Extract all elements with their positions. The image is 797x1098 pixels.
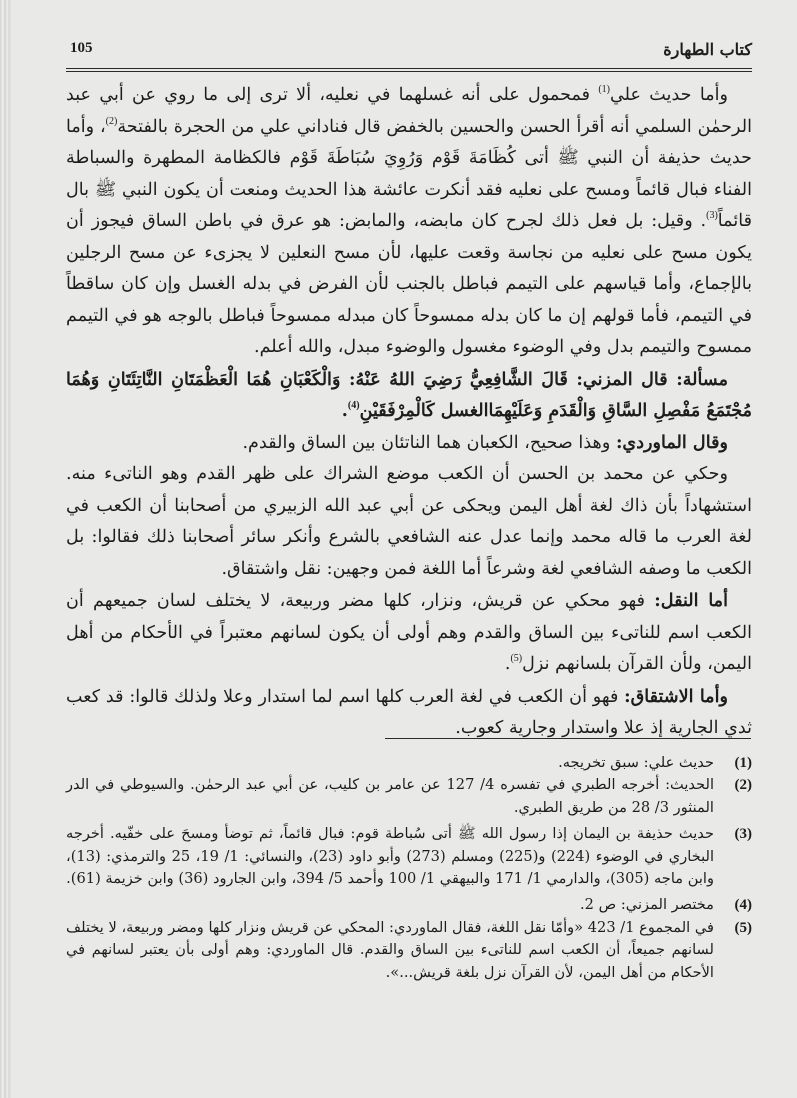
- footnote-ref-5[interactable]: (5): [510, 653, 523, 664]
- footnote-3: [66, 823, 752, 890]
- mawardi-lead: وقال الماوردي:: [615, 431, 728, 453]
- running-title: كتاب الطهارة: [663, 40, 752, 59]
- footnotes: [66, 752, 752, 984]
- footnote-ref-2[interactable]: (2): [105, 115, 118, 127]
- book-page-edge: [0, 0, 14, 1098]
- footnote-number: (5): [734, 919, 752, 936]
- masala-quote: قَالَ الشَّافِعِيُّ رَضِيَ اللهُ عَنْهُ: وَالْكَعْبَانِ هُمَا الْعَظْمَتَانِ النَّاتِئَتَانِ وَهُمَا مُجْتَمَعُ مَفْصِلِ السَّاقِ وَالْقَدَمِ وَعَلَيْهِمَاالغسل كَالْمِرْفَقَيْنِ: [66, 368, 752, 421]
- footnote-ref-1[interactable]: (1): [598, 84, 610, 95]
- book-page: [66, 38, 752, 745]
- body-text: [66, 80, 752, 745]
- paragraph-mawardi: وقال الماوردي: وهذا صحيح، الكعبان هما الناتئان بين الساق والقدم.: [242, 431, 728, 453]
- footnote-ref-4[interactable]: (4): [347, 400, 360, 411]
- ishtiqaq-lead: وأما الاشتقاق:: [624, 685, 728, 707]
- footnote-text: حديث علي: سبق تخريجه.: [558, 754, 714, 771]
- footnote-number: (1): [734, 755, 752, 771]
- header-double-rule: [66, 68, 752, 72]
- running-header: [66, 38, 752, 62]
- paragraph-ishtiqaq: وأما الاشتقاق: فهو أن الكعب في لغة العرب كلها اسم لما استدار وعلا ولذلك قالوا: قد كعب ثدي الجارية إذ علا واستدار وجارية كعوب.: [66, 685, 752, 738]
- footnote-4: [66, 894, 752, 916]
- footnote-text: الحديث: أخرجه الطبري في تفسره 4/ 127 عن عامر بن كليب، عن أبي عبد الرحمٰن. والسيوطي في الدر المنثور 3/ 28 من طريق الطبري.: [66, 776, 714, 816]
- paragraph-hadith-ali: وأما حديث علي$^{(1)}$ فمحمول على أنه غسلهما في نعليه، ألا ترى إلى ما روي عن أبي عبد الرحمٰن السلمي أنه أقرأ الحسن والحسين بالخفض قال فناداني علي من الحجرة بالفتحة$^{(2)}$، وأما حديث حذيفة أن النبي ﷺ أتى كُظَامَةَ قَوْم وَرُوِيَ سُبَاطَةَ قَوْم فالكظامة المطهرة والسباطة الفناء فبال قائماً ومسح على نعليه فقد أنكرت عائشة هذا الحديث ومنعت أن يكون النبي ﷺ بال قائماً$^{(3)}$. وقيل: بل فعل ذلك لجرح كان مابضه، والمابض: هو عرق في باطن الساق فيجوز أن يكون مسح على نعليه من نجاسة وقعت عليها، لأن مسح النعلين لا يجزىء عن مسح الرجلين بالإجماع، وأما قياسهم على التيمم فباطل بالجنب لأن الفرض في بدله الغسل وإن كان ساقطاً في التيمم، فأما قولهم إن ما كان بدله ممسوحاً كان مبدله ممسوحاً فباطل بالوجه هو في التيمم ممسوح والتيمم بدل وفي الوضوء مغسول والوضوء مبدل، والله أعلم.: [66, 84, 752, 357]
- footnote-number: (3): [734, 826, 752, 843]
- naql-lead: أما النقل:: [654, 590, 728, 611]
- footnote-text: في المجموع 1/ 423 «وأمّا نقل اللغة، فقال الماوردي: المحكي عن قريش ونزار كلها ومضر وربيعة، لا يختلف لسانهم جميعاً، أن الكعب اسم للناتىء بين الساق والقدم. قال الماوردي: وهم أولى بأن يعتبر لسانهم في الأحكام من أهل اليمن، لأن القرآن نزل بلغة قريش...».: [66, 918, 714, 981]
- footnote-1: [66, 752, 752, 774]
- paragraph-muhammad-ibn-hasan: وحكي عن محمد بن الحسن أن الكعب موضع الشراك على ظهر القدم وهو الناتىء منه. استشهاداً بأن ذاك لغة أهل اليمن ويحكى عن أبي عبد الله الزبيري من أصحابنا أن الكعب في لغة العرب ما قاله محمد وإنما عدل عنه الشافعي بالشرع وأنكر سائر أصحابنا ذلك فقالوا: بل الكعب ما وصفه الشافعي لغة وشرعاً أما اللغة فمن وجهين: نقل واشتقاق.: [66, 464, 752, 579]
- footnote-text: مختصر المزني: ص 2.: [580, 896, 714, 914]
- masala-label: مسألة: قال المزني:: [576, 368, 728, 390]
- paragraph-masala: مسألة: قال المزني: قَالَ الشَّافِعِيُّ رَضِيَ اللهُ عَنْهُ: وَالْكَعْبَانِ هُمَا الْعَظْمَتَانِ النَّاتِئَتَانِ وَهُمَا مُجْتَمَعُ مَفْصِلِ السَّاقِ وَالْقَدَمِ وَعَلَيْهِمَاالغسل كَالْمِرْفَقَيْنِ$^{(4)}$.: [66, 368, 752, 421]
- footnote-5: [66, 917, 752, 984]
- footnote-number: (2): [734, 777, 752, 794]
- footnote-number: (4): [734, 897, 752, 914]
- footnote-ref-3[interactable]: (3): [706, 210, 718, 221]
- footnote-text: حديث حذيفة بن اليمان إذا رسول الله ﷺ أتى سُباطة قوم: فبال قائماً، ثم توضأ ومسحَ على خفّيه. أخرجه البخاري في الوضوء (224) و(225) ومسلم (273) وأبو داود (23)، والنسائي: 1/ 19، 25 والترمذي: (13)، وابن ماجه (305)، والدارمي 1/ 171 والبيهقي 1/ 100 وأحمد 5/ 394، وابن الجارود (36) وابن خزيمة (61).: [66, 825, 715, 888]
- page-number: 105: [70, 40, 93, 56]
- paragraph-naql: أما النقل: فهو محكي عن قريش، ونزار، كلها مضر وربيعة، لا يختلف لسان جميعهم أن الكعب اسم للناتىء بين الساق والقدم وهم أولى أن يكون لسانهم معتبراً في الأحكام من أهل اليمن، ولأن القرآن بلسانهم نزل$^{(5)}$.: [66, 590, 752, 674]
- footnote-2: [66, 774, 752, 819]
- footnote-separator-rule: [385, 738, 751, 739]
